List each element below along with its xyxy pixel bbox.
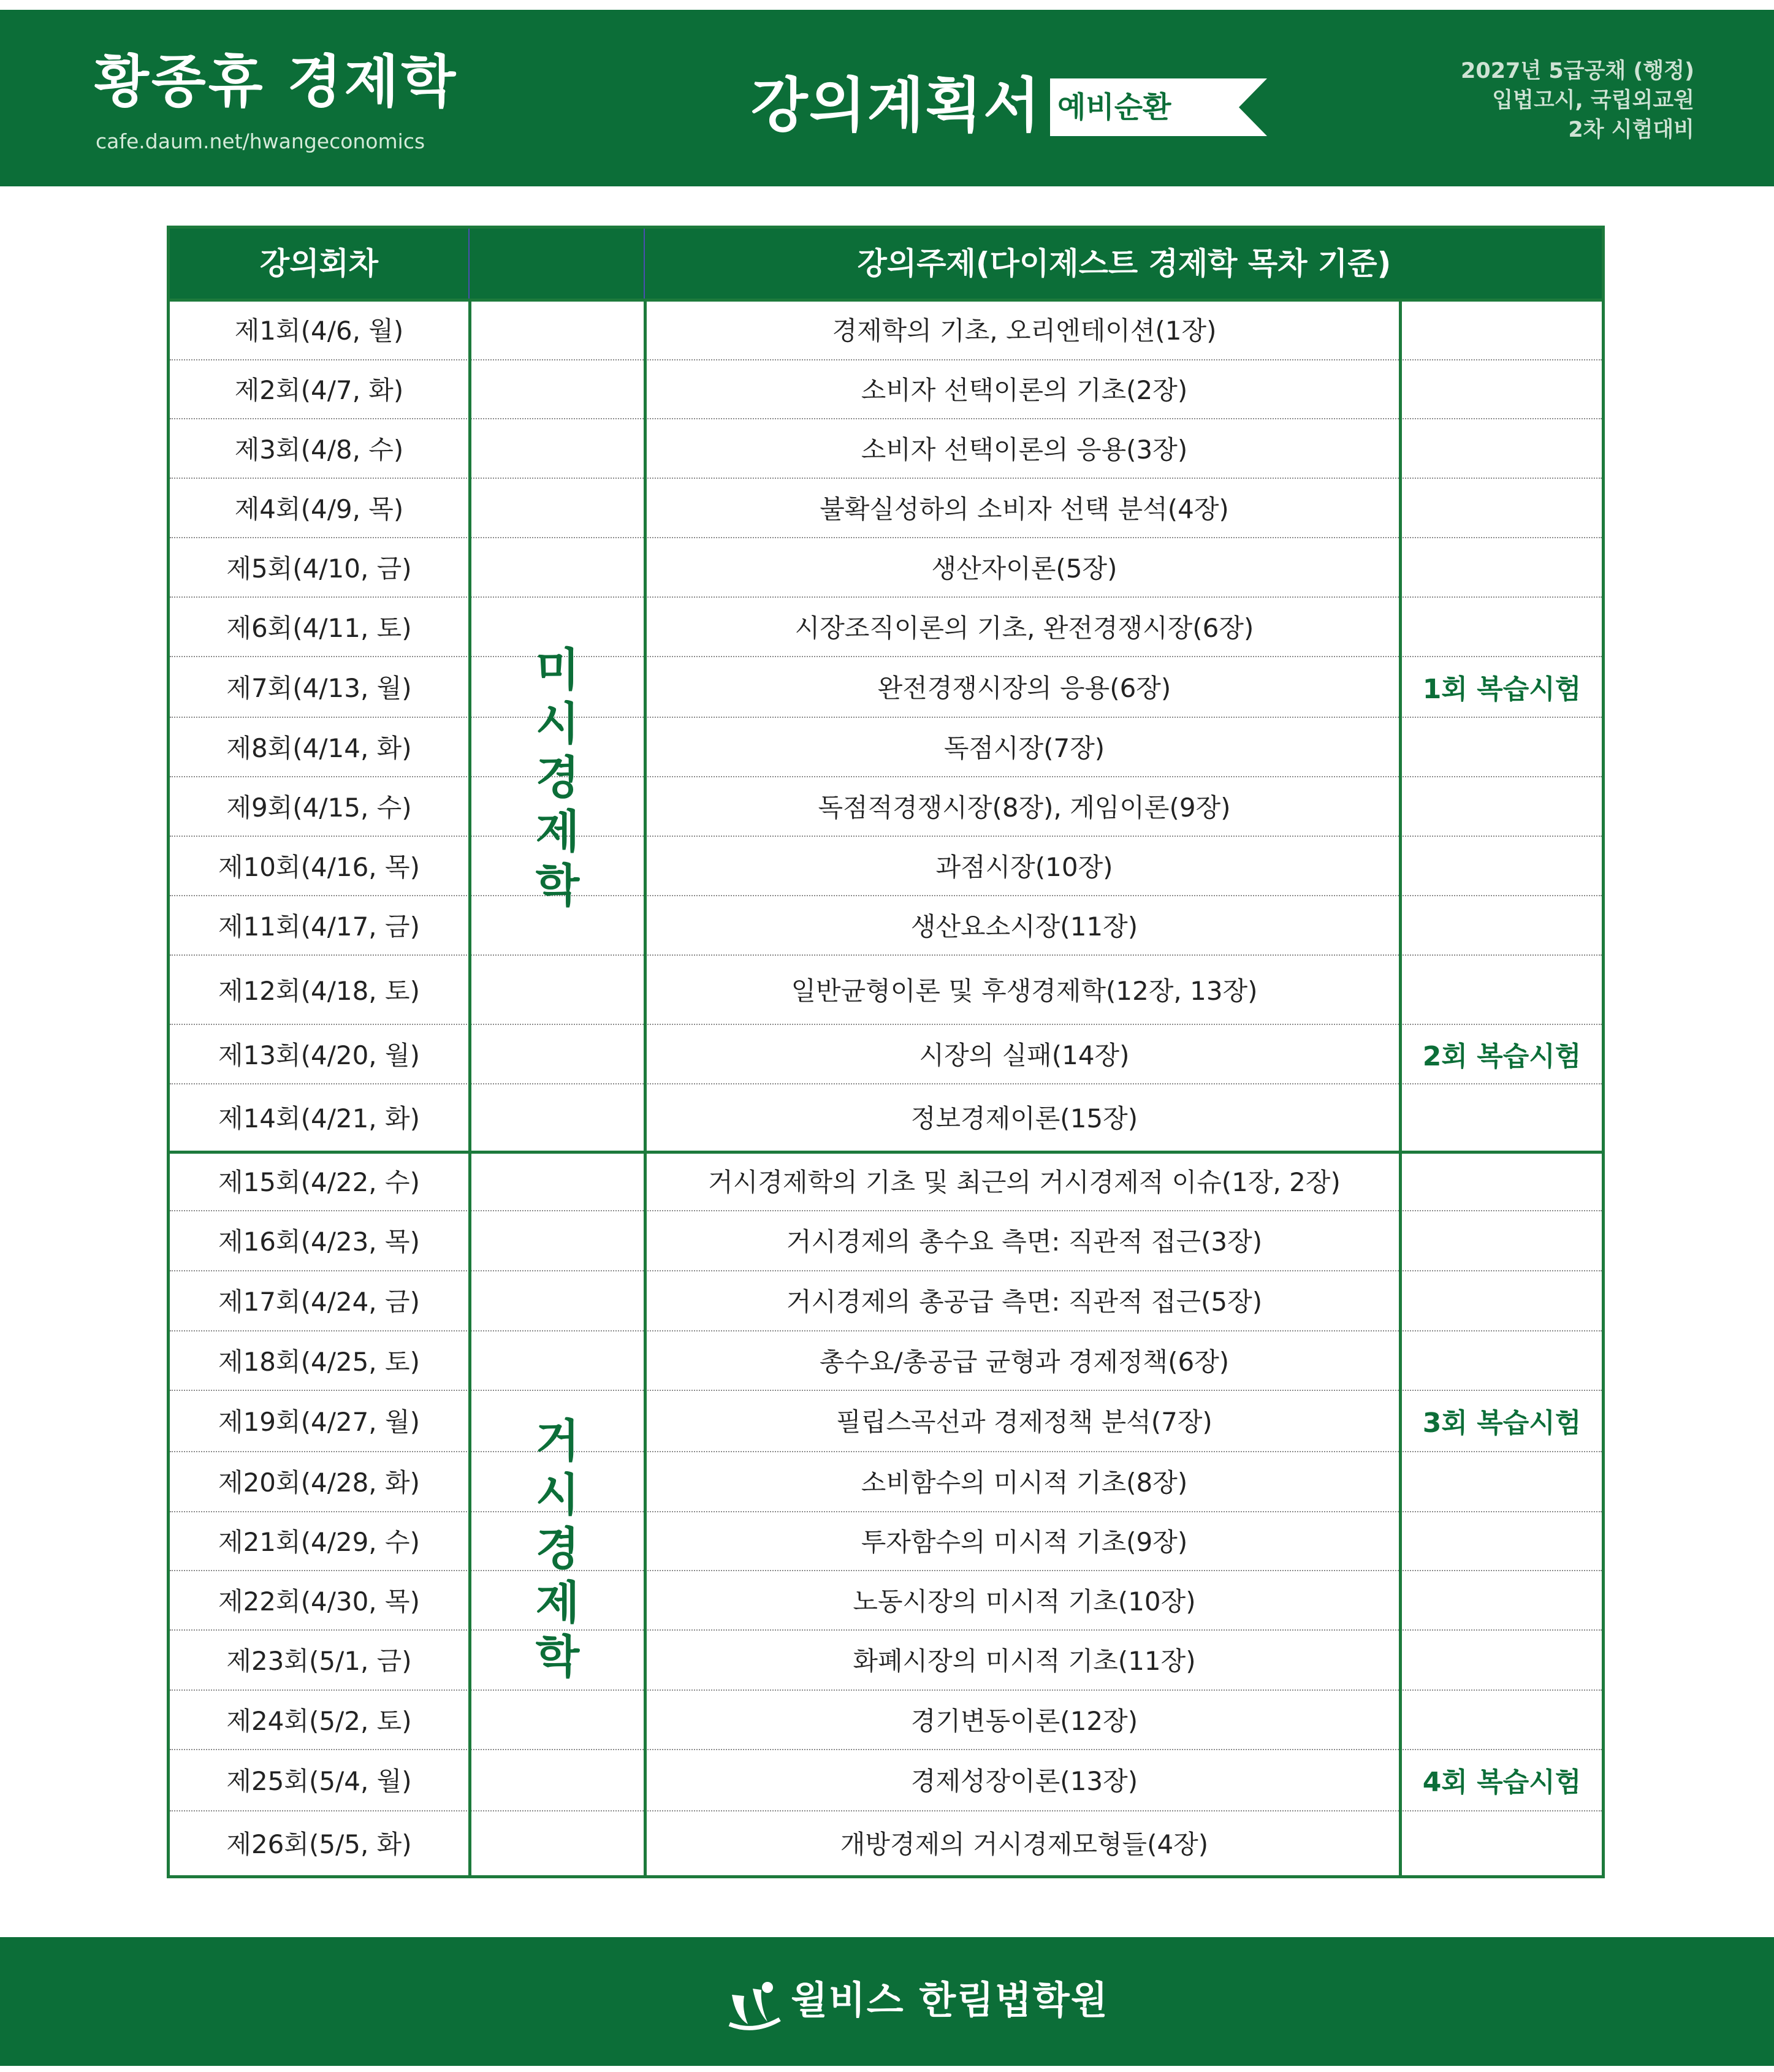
note-cell: [1402, 596, 1602, 656]
session-cell: 제15회(4/22, 수): [218, 1167, 420, 1197]
exam-info: [1461, 56, 1694, 145]
session-cell: 제4회(4/9, 목): [234, 493, 404, 524]
header-topic: 강의주제(다이제스트 경제학 목차 기준): [857, 246, 1391, 281]
session-cell: 제19회(4/27, 월): [218, 1407, 420, 1437]
session-cell: 제14회(4/21, 화): [218, 1103, 420, 1133]
table-row: [170, 1810, 1602, 1875]
topic-cell: 소비자 선택이론의 응용(3장): [861, 434, 1188, 465]
row-separator: [170, 1749, 1602, 1750]
topic-cell: 정보경제이론(15장): [910, 1103, 1138, 1133]
willbes-logo-icon: [723, 1973, 785, 2034]
row-separator: [170, 359, 1602, 360]
session-cell: 제13회(4/20, 월): [218, 1040, 420, 1070]
session-cell: 제24회(5/2, 토): [226, 1705, 412, 1736]
topic-cell: 거시경제의 총공급 측면: 직관적 접근(5장): [786, 1287, 1263, 1317]
section-label-char: 경: [535, 1523, 580, 1575]
section-label-micro: [471, 643, 644, 913]
session-cell: 제18회(4/25, 토): [218, 1346, 420, 1377]
note-cell: [1402, 537, 1602, 596]
exam-info-line: 입법고시, 국립외교원: [1492, 88, 1694, 113]
section-label-char: 시: [535, 1469, 580, 1522]
row-separator: [170, 1451, 1602, 1452]
table-row: [170, 299, 1602, 359]
table-row: [170, 656, 1602, 717]
topic-cell: 생산자이론(5장): [931, 553, 1117, 584]
session-cell: 제17회(4/24, 금): [218, 1287, 420, 1317]
note-cell: [1402, 1451, 1602, 1511]
section-label-char: 거: [535, 1415, 580, 1468]
table-row: [170, 478, 1602, 537]
row-separator: [170, 1570, 1602, 1571]
row-separator: [170, 1810, 1602, 1811]
footer-banner: [0, 1937, 1774, 2066]
section-label-char: 경: [535, 752, 580, 804]
note-cell: [1402, 1511, 1602, 1570]
academy-name: 윌비스 한림법학원: [791, 1978, 1109, 2022]
row-separator: [170, 596, 1602, 598]
row-separator: [170, 537, 1602, 538]
row-separator: [170, 1024, 1602, 1025]
table-row: [170, 359, 1602, 418]
section-label-char: 학: [535, 1631, 580, 1683]
header-divider: [468, 229, 470, 299]
session-cell: 제3회(4/8, 수): [234, 434, 404, 465]
table-row: [170, 895, 1602, 954]
note-cell: [1402, 1629, 1602, 1689]
table-row: [170, 717, 1602, 776]
topic-cell: 거시경제의 총수요 측면: 직관적 접근(3장): [786, 1227, 1263, 1257]
table-header: [170, 229, 1602, 302]
section-label-char: 제: [535, 806, 580, 858]
row-separator: [170, 895, 1602, 896]
topic-cell: 거시경제학의 기초 및 최근의 거시경제적 이슈(1장, 2장): [708, 1167, 1341, 1197]
note-cell: [1402, 836, 1602, 895]
exam-info-line: 2차 시험대비: [1568, 118, 1694, 142]
session-cell: 제22회(4/30, 목): [218, 1586, 420, 1617]
topic-cell: 시장조직이론의 기초, 완전경쟁시장(6장): [794, 612, 1254, 643]
column-divider: [1399, 299, 1402, 1875]
session-cell: 제26회(5/5, 화): [226, 1829, 412, 1859]
note-cell: 3회 복습시험: [1422, 1407, 1582, 1439]
table-row: [170, 954, 1602, 1024]
note-cell: [1402, 776, 1602, 836]
session-cell: 제11회(4/17, 금): [218, 911, 420, 942]
section-label-macro: [471, 1414, 644, 1684]
topic-cell: 개방경제의 거시경제모형들(4장): [840, 1829, 1209, 1859]
table-row: [170, 418, 1602, 478]
topic-cell: 소비함수의 미시적 기초(8장): [861, 1468, 1188, 1498]
note-cell: [1402, 1083, 1602, 1151]
header-banner: [0, 10, 1774, 186]
note-cell: [1402, 1810, 1602, 1875]
section-label-char: 미: [535, 644, 580, 696]
note-cell: [1402, 954, 1602, 1024]
topic-cell: 총수요/총공급 균형과 경제정책(6장): [819, 1346, 1230, 1377]
note-cell: [1402, 299, 1602, 359]
session-cell: 제5회(4/10, 금): [226, 553, 412, 584]
topic-cell: 경제학의 기초, 오리엔테이션(1장): [832, 315, 1217, 346]
lecture-schedule-table: [167, 226, 1605, 1878]
session-cell: 제7회(4/13, 월): [226, 672, 412, 703]
table-row: [170, 1689, 1602, 1749]
section-divider: [170, 1151, 1602, 1154]
session-cell: 제16회(4/23, 목): [218, 1227, 420, 1257]
row-separator: [170, 1390, 1602, 1391]
topic-cell: 투자함수의 미시적 기초(9장): [861, 1527, 1188, 1557]
row-separator: [170, 776, 1602, 777]
row-separator: [170, 1629, 1602, 1631]
note-cell: 1회 복습시험: [1422, 673, 1582, 705]
note-cell: [1402, 717, 1602, 776]
topic-cell: 불확실성하의 소비자 선택 분석(4장): [820, 493, 1229, 524]
session-cell: 제8회(4/14, 화): [226, 733, 412, 763]
row-separator: [170, 1083, 1602, 1084]
ribbon-label: 예비순환: [1057, 90, 1171, 124]
session-cell: 제12회(4/18, 토): [218, 975, 420, 1006]
topic-cell: 독점적경쟁시장(8장), 게임이론(9장): [818, 792, 1231, 823]
note-cell: [1402, 895, 1602, 954]
row-separator: [170, 717, 1602, 718]
table-row: [170, 1749, 1602, 1810]
table-row: [170, 1390, 1602, 1451]
table-row: [170, 1511, 1602, 1570]
topic-cell: 노동시장의 미시적 기초(10장): [853, 1586, 1196, 1617]
session-cell: 제2회(4/7, 화): [234, 375, 404, 405]
table-row: [170, 1629, 1602, 1689]
row-separator: [170, 1330, 1602, 1331]
topic-cell: 독점시장(7장): [943, 733, 1105, 763]
section-label-char: 학: [535, 859, 580, 912]
table-row: [170, 596, 1602, 656]
session-cell: 제21회(4/29, 수): [218, 1527, 420, 1557]
topic-cell: 소비자 선택이론의 기초(2장): [861, 375, 1188, 405]
note-cell: [1402, 359, 1602, 418]
note-cell: [1402, 1330, 1602, 1390]
topic-cell: 과점시장(10장): [935, 851, 1113, 882]
exam-info-line: 2027년 5급공채 (행정): [1461, 59, 1694, 83]
session-cell: 제1회(4/6, 월): [234, 315, 404, 346]
note-cell: [1402, 1570, 1602, 1629]
table-row: [170, 1151, 1602, 1210]
column-divider: [644, 299, 647, 1875]
session-cell: 제23회(5/1, 금): [226, 1646, 412, 1676]
row-separator: [170, 1689, 1602, 1691]
row-separator: [170, 418, 1602, 419]
note-cell: [1402, 1270, 1602, 1330]
row-separator: [170, 836, 1602, 837]
row-separator: [170, 1210, 1602, 1211]
row-separator: [170, 1270, 1602, 1271]
table-row: [170, 1270, 1602, 1330]
session-cell: 제6회(4/11, 토): [226, 612, 412, 643]
topic-cell: 완전경쟁시장의 응용(6장): [877, 672, 1171, 703]
document-title: 강의계획서: [751, 71, 1041, 140]
row-separator: [170, 1511, 1602, 1512]
session-cell: 제25회(5/4, 월): [226, 1766, 412, 1796]
topic-cell: 필립스곡선과 경제정책 분석(7장): [836, 1407, 1212, 1437]
note-cell: 4회 복습시험: [1422, 1767, 1582, 1798]
note-cell: [1402, 418, 1602, 478]
table-row: [170, 836, 1602, 895]
note-cell: [1402, 1151, 1602, 1210]
section-label-char: 제: [535, 1577, 580, 1629]
table-row: [170, 1210, 1602, 1270]
topic-cell: 경제성장이론(13장): [910, 1766, 1138, 1796]
header-session: 강의회차: [259, 246, 379, 281]
topic-cell: 시장의 실패(14장): [919, 1040, 1130, 1070]
section-label-char: 시: [535, 698, 580, 750]
note-cell: [1402, 1689, 1602, 1749]
brand-title: 황종휴 경제학: [94, 49, 459, 115]
row-separator: [170, 954, 1602, 956]
table-row: [170, 1024, 1602, 1083]
row-separator: [170, 656, 1602, 657]
table-row: [170, 1330, 1602, 1390]
table-row: [170, 1570, 1602, 1629]
note-cell: [1402, 1210, 1602, 1270]
session-cell: 제10회(4/16, 목): [218, 851, 420, 882]
session-cell: 제20회(4/28, 화): [218, 1468, 420, 1498]
topic-cell: 화폐시장의 미시적 기초(11장): [853, 1646, 1196, 1676]
session-cell: 제9회(4/15, 수): [226, 792, 412, 823]
table-row: [170, 1083, 1602, 1151]
brand-url[interactable]: cafe.daum.net/hwangeconomics: [96, 129, 425, 153]
row-separator: [170, 478, 1602, 479]
table-row: [170, 776, 1602, 836]
table-row: [170, 1451, 1602, 1511]
table-row: [170, 537, 1602, 596]
header-divider: [644, 229, 645, 299]
topic-cell: 생산요소시장(11장): [910, 911, 1138, 942]
topic-cell: 일반균형이론 및 후생경제학(12장, 13장): [791, 975, 1258, 1006]
note-cell: [1402, 478, 1602, 537]
note-cell: 2회 복습시험: [1422, 1040, 1582, 1072]
topic-cell: 경기변동이론(12장): [910, 1705, 1138, 1736]
